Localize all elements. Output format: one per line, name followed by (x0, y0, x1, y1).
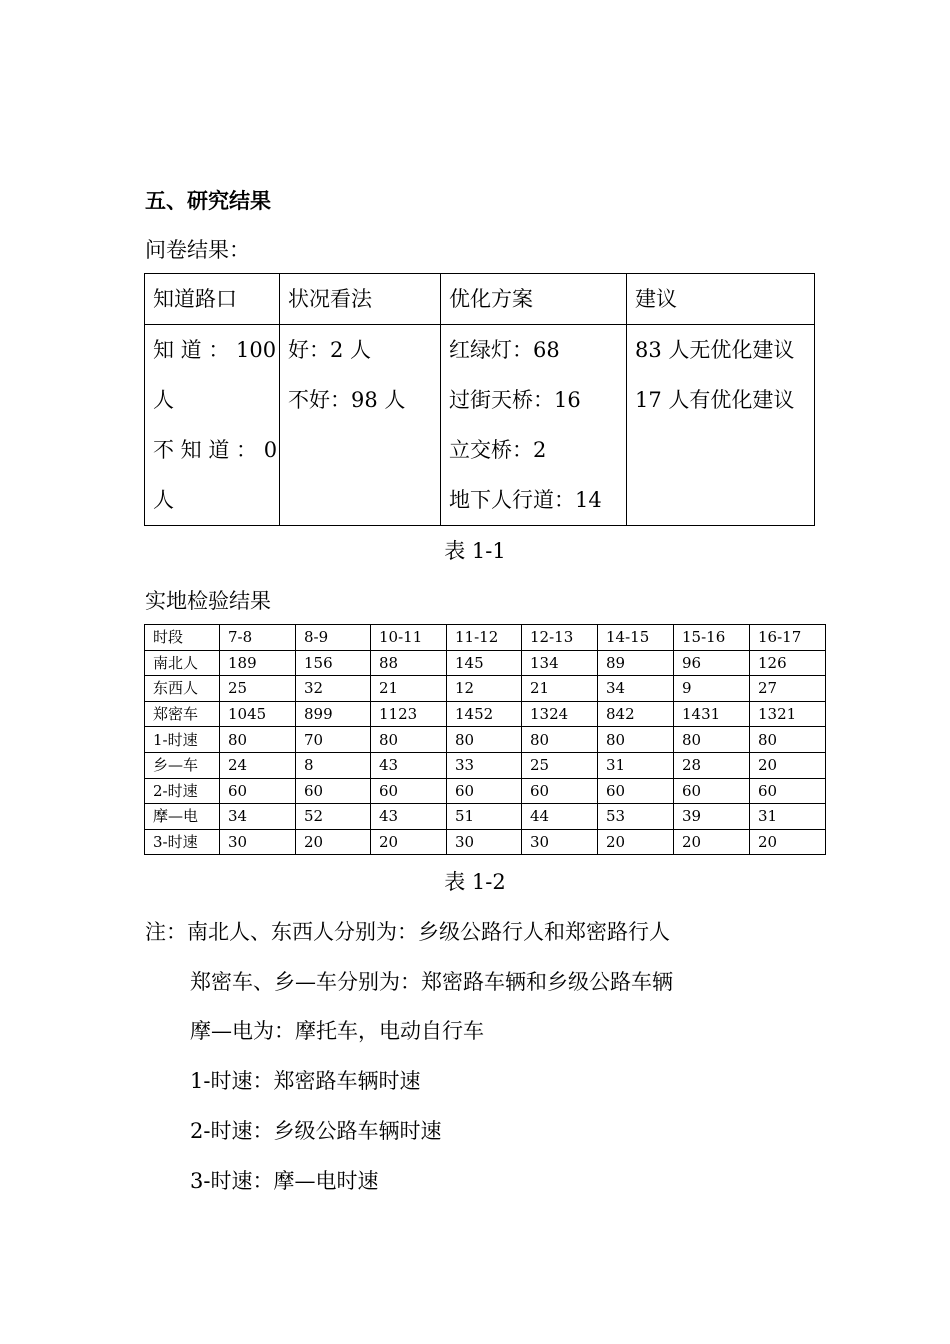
header-cell: 14-15 (598, 625, 674, 651)
table-cell: 30 (447, 829, 522, 855)
table-cell: 60 (447, 778, 522, 804)
header-cell: 7-8 (220, 625, 296, 651)
table-cell: 156 (296, 650, 371, 676)
table-cell: 1123 (371, 701, 447, 727)
header-cell: 优化方案 (441, 274, 627, 325)
table-cell: 80 (750, 727, 826, 753)
table-header-row (145, 625, 826, 651)
table-cell: 1321 (750, 701, 826, 727)
table-cell: 24 (220, 752, 296, 778)
table-cell: 80 (220, 727, 296, 753)
plan-line: 过街天桥：16 (449, 388, 581, 412)
opinion-line: 好：2 人 (288, 338, 372, 362)
table-cell: 60 (296, 778, 371, 804)
table-cell: 20 (371, 829, 447, 855)
table-cell: 80 (674, 727, 750, 753)
header-cell: 16-17 (750, 625, 826, 651)
table-cell: 80 (598, 727, 674, 753)
table-cell: 39 (674, 804, 750, 830)
header-cell: 15-16 (674, 625, 750, 651)
table-cell: 32 (296, 676, 371, 702)
table-cell: 20 (296, 829, 371, 855)
table-cell: 126 (750, 650, 826, 676)
table-cell-label: 乡—车 (145, 752, 220, 778)
table-cell: 80 (447, 727, 522, 753)
table-cell: 34 (598, 676, 674, 702)
table-cell: 60 (598, 778, 674, 804)
header-cell: 8-9 (296, 625, 371, 651)
plan-line: 地下人行道：14 (449, 488, 602, 512)
table-header-row (145, 274, 815, 325)
header-cell: 建议 (627, 274, 815, 325)
table-cell: 30 (220, 829, 296, 855)
note-line: 1-时速：郑密路车辆时速 (190, 1069, 421, 1093)
survey-results-label: 问卷结果： (145, 238, 250, 262)
table-row (145, 650, 826, 676)
table-cell: 34 (220, 804, 296, 830)
table-cell: 89 (598, 650, 674, 676)
field-results-label: 实地检验结果 (145, 589, 271, 613)
awareness-cell (145, 325, 280, 526)
table-cell: 27 (750, 676, 826, 702)
suggestion-cell (627, 325, 815, 526)
table-cell: 80 (371, 727, 447, 753)
note-line: 摩—电为：摩托车，电动自行车 (190, 1019, 484, 1043)
suggestion-line: 17 人有优化建议 (635, 388, 795, 412)
awareness-line: 人 (153, 388, 174, 412)
table-cell: 12 (447, 676, 522, 702)
opinion-cell (280, 325, 441, 526)
table-cell: 43 (371, 752, 447, 778)
table-cell: 134 (522, 650, 598, 676)
note-line: 郑密车、乡—车分别为：郑密路车辆和乡级公路车辆 (190, 970, 673, 994)
table-cell: 20 (674, 829, 750, 855)
header-cell: 知道路口 (145, 274, 280, 325)
table-row (145, 701, 826, 727)
table-cell: 189 (220, 650, 296, 676)
table-cell: 28 (674, 752, 750, 778)
opinion-line: 不好：98 人 (288, 388, 406, 412)
awareness-line: 知 道 ： 100 (153, 338, 277, 362)
table-row (145, 778, 826, 804)
table-cell-label: 东西人 (145, 676, 220, 702)
table-cell-label: 摩—电 (145, 804, 220, 830)
table-caption-1-2: 表 1-2 (444, 870, 506, 894)
table-cell: 9 (674, 676, 750, 702)
table-cell: 20 (750, 752, 826, 778)
table-cell: 20 (750, 829, 826, 855)
table-cell: 25 (220, 676, 296, 702)
table-cell: 53 (598, 804, 674, 830)
table-cell: 33 (447, 752, 522, 778)
table-row (145, 676, 826, 702)
table-cell: 43 (371, 804, 447, 830)
table-row (145, 727, 826, 753)
field-results-table (144, 624, 826, 855)
table-cell: 21 (522, 676, 598, 702)
header-cell: 状况看法 (280, 274, 441, 325)
table-cell: 80 (522, 727, 598, 753)
table-cell: 1324 (522, 701, 598, 727)
table-cell-label: 1-时速 (145, 727, 220, 753)
table-cell: 60 (522, 778, 598, 804)
table-cell: 25 (522, 752, 598, 778)
table-cell: 1452 (447, 701, 522, 727)
note-line: 3-时速：摩—电时速 (190, 1169, 379, 1193)
note-line: 2-时速：乡级公路车辆时速 (190, 1119, 442, 1143)
table-cell: 44 (522, 804, 598, 830)
table-cell: 96 (674, 650, 750, 676)
table-cell: 51 (447, 804, 522, 830)
table-cell-label: 郑密车 (145, 701, 220, 727)
note-line: 注：南北人、东西人分别为：乡级公路行人和郑密路行人 (145, 920, 670, 944)
table-cell: 1431 (674, 701, 750, 727)
table-cell: 60 (674, 778, 750, 804)
section-title: 五、研究结果 (145, 189, 271, 213)
plan-cell (441, 325, 627, 526)
awareness-line: 人 (153, 488, 174, 512)
table-cell: 31 (598, 752, 674, 778)
table-cell: 1045 (220, 701, 296, 727)
header-cell: 10-11 (371, 625, 447, 651)
table-caption-1-1: 表 1-1 (444, 539, 506, 563)
plan-line: 红绿灯：68 (449, 338, 560, 362)
header-cell: 11-12 (447, 625, 522, 651)
table-cell-label: 南北人 (145, 650, 220, 676)
table-cell: 899 (296, 701, 371, 727)
table-cell: 145 (447, 650, 522, 676)
plan-line: 立交桥：2 (449, 438, 547, 462)
table-cell-label: 3-时速 (145, 829, 220, 855)
table-cell: 88 (371, 650, 447, 676)
table-row (145, 325, 815, 526)
table-cell: 70 (296, 727, 371, 753)
table-cell: 60 (220, 778, 296, 804)
table-cell-label: 2-时速 (145, 778, 220, 804)
table-row (145, 804, 826, 830)
table-cell: 30 (522, 829, 598, 855)
header-cell: 12-13 (522, 625, 598, 651)
suggestion-line: 83 人无优化建议 (635, 338, 795, 362)
table-cell: 31 (750, 804, 826, 830)
awareness-line: 不 知 道 ： 0 (153, 438, 278, 462)
header-cell-label: 时段 (145, 625, 220, 651)
table-cell: 60 (371, 778, 447, 804)
table-cell: 8 (296, 752, 371, 778)
table-row (145, 829, 826, 855)
table-cell: 60 (750, 778, 826, 804)
table-cell: 842 (598, 701, 674, 727)
table-cell: 20 (598, 829, 674, 855)
table-row (145, 752, 826, 778)
survey-results-table (144, 273, 815, 526)
table-cell: 21 (371, 676, 447, 702)
table-cell: 52 (296, 804, 371, 830)
